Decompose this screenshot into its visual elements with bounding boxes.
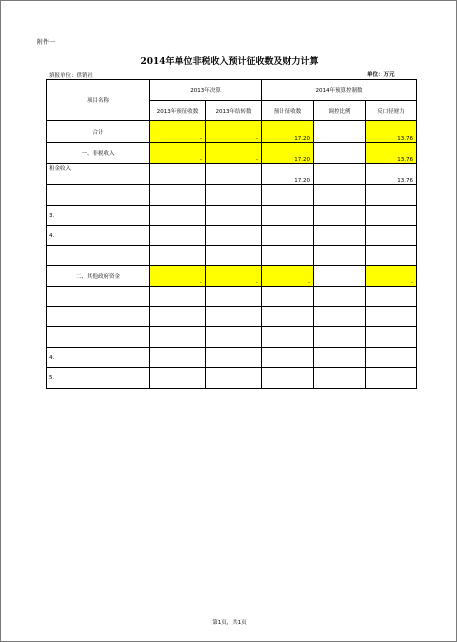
value-cell: [314, 226, 366, 246]
table-row: [47, 185, 417, 206]
filing-unit: 填报单位：供销社: [49, 73, 94, 79]
table-row: [47, 307, 417, 327]
value-cell: [206, 226, 262, 246]
value-cell: 17.20: [262, 143, 314, 164]
value-cell: -: [150, 143, 206, 164]
value-cell: [206, 287, 262, 307]
value-cell: [150, 246, 206, 266]
unit-label: 单位：万元: [367, 72, 395, 78]
value-cell: -: [150, 121, 206, 143]
value-cell: -: [206, 121, 262, 143]
value-cell: [150, 185, 206, 206]
value-cell: -: [262, 266, 314, 287]
value-cell: 13.76: [366, 143, 417, 164]
header-group-2014: 2014年预算控制数: [262, 80, 417, 101]
row-label: [47, 185, 150, 206]
value-cell: -: [366, 266, 417, 287]
table-row: [47, 287, 417, 307]
value-cell: [262, 287, 314, 307]
value-cell: [314, 266, 366, 287]
value-cell: [150, 307, 206, 327]
row-label: 3.: [47, 206, 150, 226]
value-cell: [206, 368, 262, 389]
value-cell: [150, 348, 206, 368]
value-cell: [314, 348, 366, 368]
value-cell: [366, 206, 417, 226]
value-cell: [150, 368, 206, 389]
table-row: [47, 121, 417, 143]
value-cell: [314, 121, 366, 143]
value-cell: [150, 206, 206, 226]
page-footer: 第1页，共1页: [212, 620, 247, 626]
row-label: [47, 327, 150, 348]
value-cell: [150, 226, 206, 246]
value-cell: -: [206, 143, 262, 164]
value-cell: 17.20: [262, 164, 314, 185]
table-row: [47, 226, 417, 246]
value-cell: [314, 327, 366, 348]
value-cell: 13.76: [366, 164, 417, 185]
document-title: 2014年单位非税收入预计征收数及财力计算: [140, 57, 319, 67]
value-cell: [366, 368, 417, 389]
value-cell: [314, 307, 366, 327]
value-cell: -: [150, 266, 206, 287]
table-row: [47, 327, 417, 348]
value-cell: [366, 348, 417, 368]
value-cell: [262, 327, 314, 348]
header-2013-collected: 2013年预征收数: [150, 101, 206, 121]
value-cell: [314, 206, 366, 226]
row-label: 一、非税收入: [47, 143, 150, 164]
value-cell: [314, 164, 366, 185]
budget-table: [46, 79, 417, 389]
value-cell: [150, 327, 206, 348]
value-cell: [314, 246, 366, 266]
value-cell: [366, 185, 417, 206]
row-label: 4.: [47, 348, 150, 368]
header-2013-final: 2013年结转数: [206, 101, 262, 121]
value-cell: [262, 246, 314, 266]
value-cell: [366, 307, 417, 327]
value-cell: [206, 348, 262, 368]
table-row: [47, 164, 417, 185]
value-cell: [150, 164, 206, 185]
value-cell: [262, 226, 314, 246]
row-label: [47, 307, 150, 327]
row-label: 4.: [47, 226, 150, 246]
value-cell: [262, 185, 314, 206]
value-cell: [366, 246, 417, 266]
header-row-1: [47, 80, 417, 101]
header-item-name: 项目名称: [47, 80, 150, 121]
value-cell: [262, 348, 314, 368]
header-group-2013: 2013年决算: [150, 80, 262, 101]
table-body: [47, 121, 417, 389]
table-row: [47, 143, 417, 164]
value-cell: [206, 164, 262, 185]
attachment-label: 附件一: [37, 39, 56, 46]
value-cell: [314, 185, 366, 206]
header-2014-collected: 预计征收数: [262, 101, 314, 121]
row-label: 二、其他政府资金: [47, 266, 150, 287]
value-cell: [314, 287, 366, 307]
value-cell: -: [206, 266, 262, 287]
value-cell: [262, 206, 314, 226]
value-cell: [206, 185, 262, 206]
value-cell: [206, 327, 262, 348]
header-2014-ratio: 调控比例: [314, 101, 366, 121]
value-cell: [314, 368, 366, 389]
row-label: 合计: [47, 121, 150, 143]
value-cell: [262, 368, 314, 389]
value-cell: [366, 327, 417, 348]
row-label: [47, 287, 150, 307]
table-row: [47, 246, 417, 266]
row-label: 租金收入: [47, 164, 150, 185]
value-cell: [206, 206, 262, 226]
row-label: [47, 246, 150, 266]
value-cell: [150, 287, 206, 307]
value-cell: [314, 143, 366, 164]
row-label: 5.: [47, 368, 150, 389]
table-row: [47, 206, 417, 226]
value-cell: [262, 307, 314, 327]
value-cell: [366, 226, 417, 246]
value-cell: 17.20: [262, 121, 314, 143]
table-row: [47, 348, 417, 368]
table-row: [47, 266, 417, 287]
value-cell: [206, 246, 262, 266]
table-row: [47, 368, 417, 389]
value-cell: [366, 287, 417, 307]
header-2014-available: 反口径财力: [366, 101, 417, 121]
value-cell: 13.76: [366, 121, 417, 143]
value-cell: [206, 307, 262, 327]
